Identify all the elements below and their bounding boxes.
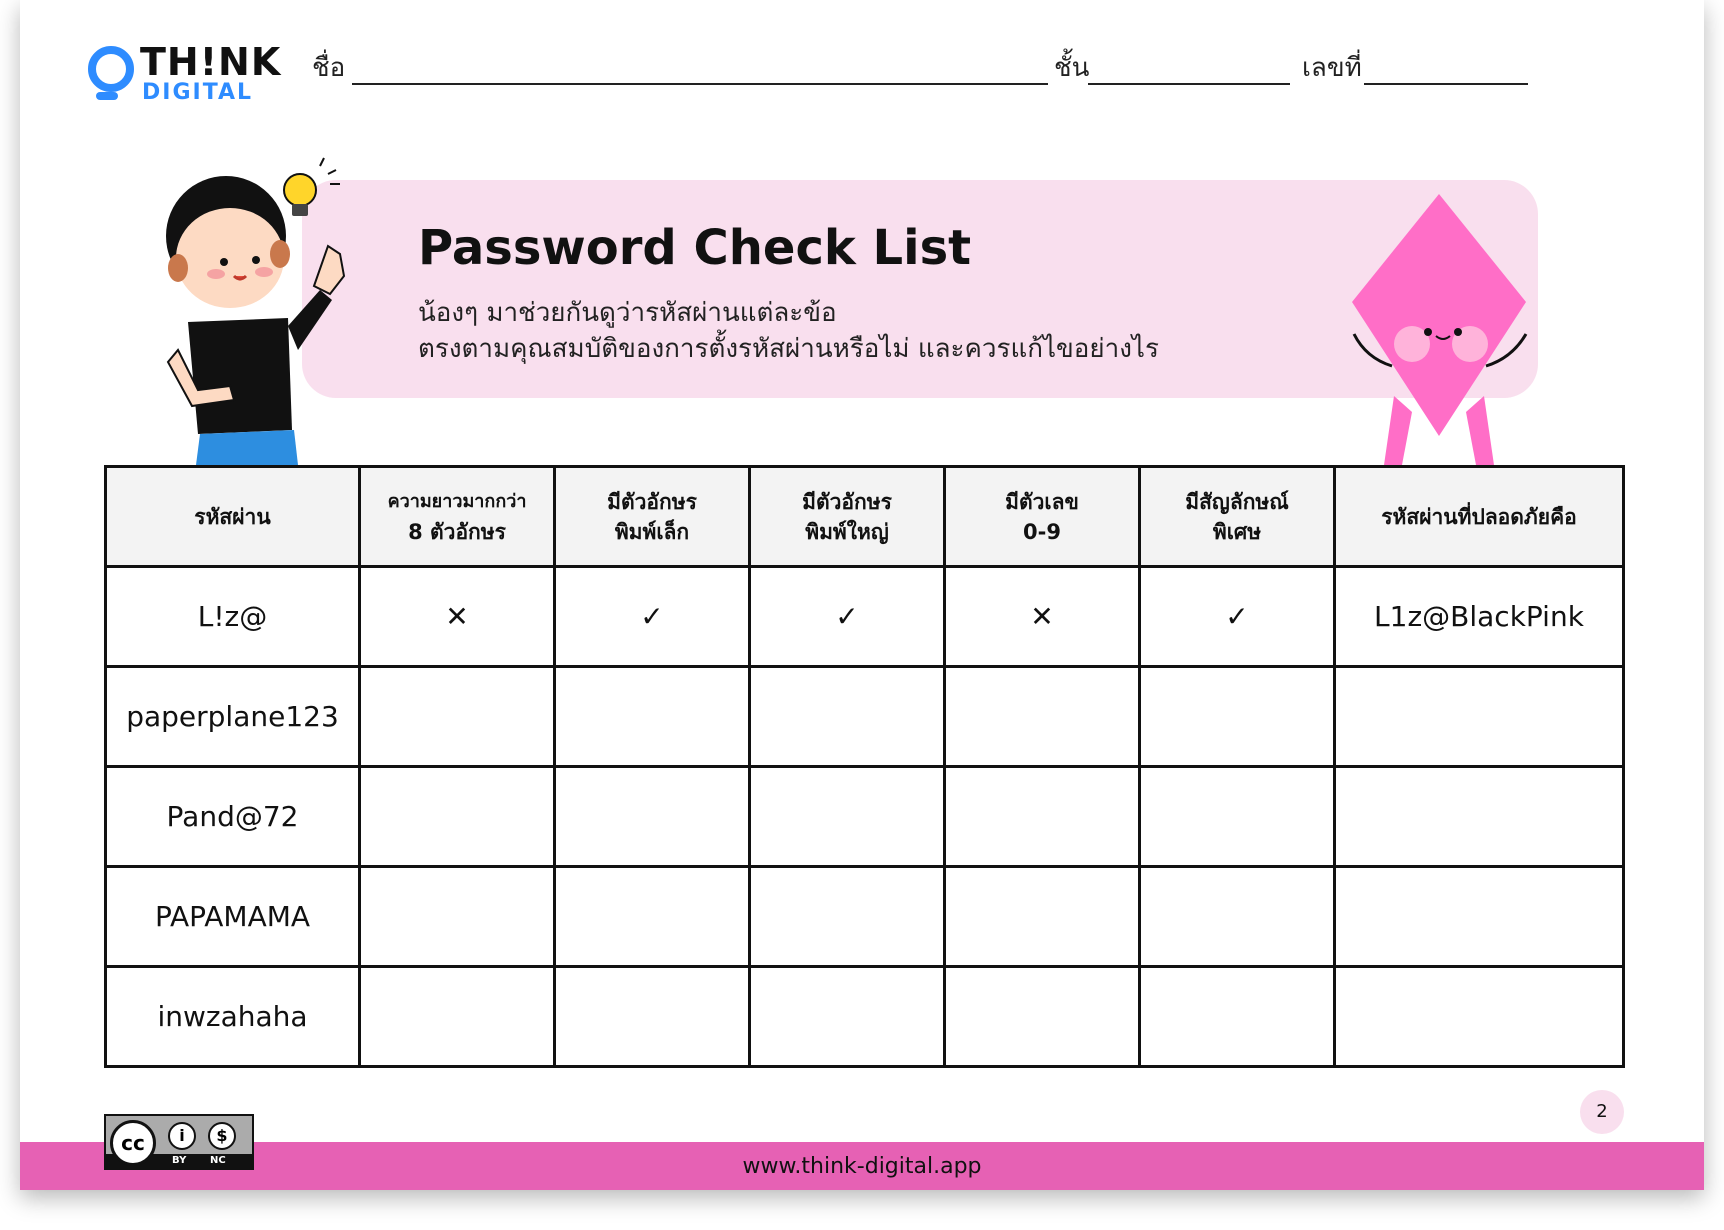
number-line[interactable] (1364, 83, 1528, 85)
answer-cell[interactable] (555, 867, 750, 967)
cross-icon: ✕ (360, 567, 555, 667)
answer-cell[interactable] (360, 667, 555, 767)
table-row (106, 967, 1624, 1067)
header-length: ความยาวมากกว่า 8 ตัวอักษร (360, 467, 555, 567)
page-number: 2 (1580, 1090, 1624, 1134)
lightbulb-logo-icon (88, 46, 134, 92)
answer-cell[interactable] (945, 967, 1140, 1067)
answer-cell[interactable] (360, 767, 555, 867)
non-commercial-icon: $ (208, 1122, 236, 1150)
password-checklist-table (104, 465, 1625, 1068)
cross-icon: ✕ (945, 567, 1140, 667)
name-label: ชื่อ (312, 53, 346, 83)
cc-by-label: BY (172, 1155, 187, 1166)
banner-instruction-line-2: ตรงตามคุณสมบัติของการตั้งรหัสผ่านหรือไม่ และควรแก้ไขอย่างไร (418, 334, 1159, 364)
cc-logo-icon: cc (110, 1120, 156, 1166)
class-label: ชั้น (1054, 53, 1090, 83)
answer-cell[interactable] (555, 767, 750, 867)
attribution-icon: i (168, 1122, 196, 1150)
header-digits: มีตัวเลข 0-9 (945, 467, 1140, 567)
answer-cell[interactable] (555, 967, 750, 1067)
password-cell: paperplane123 (106, 667, 360, 767)
number-label: เลขที่ (1302, 53, 1362, 83)
password-cell: Pand@72 (106, 767, 360, 867)
pink-mascot-illustration (1336, 190, 1542, 465)
lightbulb-icon (284, 158, 340, 216)
password-cell: PAPAMAMA (106, 867, 360, 967)
logo-text-digital: DIGITAL (142, 80, 254, 105)
boy-character-illustration (138, 150, 368, 465)
safe-password-cell[interactable] (1335, 667, 1624, 767)
table-row (106, 667, 1624, 767)
think-digital-logo (84, 40, 284, 110)
answer-cell[interactable] (945, 667, 1140, 767)
header-safe-password: รหัสผ่านที่ปลอดภัยคือ (1335, 467, 1624, 567)
table-row (106, 767, 1624, 867)
banner-instruction-line-1: น้องๆ มาช่วยกันดูว่ารหัสผ่านแต่ละข้อ (418, 298, 837, 328)
answer-cell[interactable] (750, 867, 945, 967)
worksheet-page (20, 0, 1704, 1190)
answer-cell[interactable] (750, 767, 945, 867)
answer-cell[interactable] (555, 667, 750, 767)
header-password: รหัสผ่าน (106, 467, 360, 567)
check-icon: ✓ (555, 567, 750, 667)
answer-cell[interactable] (360, 867, 555, 967)
safe-password-cell: L1z@BlackPink (1335, 567, 1624, 667)
creative-commons-badge (104, 1114, 254, 1170)
banner-title: Password Check List (418, 220, 972, 276)
lightbulb-base-icon (96, 92, 118, 100)
answer-cell[interactable] (750, 967, 945, 1067)
table-header-row (106, 467, 1624, 567)
answer-cell[interactable] (1140, 767, 1335, 867)
answer-cell[interactable] (750, 667, 945, 767)
safe-password-cell[interactable] (1335, 967, 1624, 1067)
table-row (106, 567, 1624, 667)
logo-text-think: TH!NK (140, 40, 282, 84)
answer-cell[interactable] (945, 867, 1140, 967)
safe-password-cell[interactable] (1335, 867, 1624, 967)
safe-password-cell[interactable] (1335, 767, 1624, 867)
answer-cell[interactable] (360, 967, 555, 1067)
answer-cell[interactable] (945, 767, 1140, 867)
header-special: มีสัญลักษณ์ พิเศษ (1140, 467, 1335, 567)
answer-cell[interactable] (1140, 867, 1335, 967)
answer-cell[interactable] (1140, 967, 1335, 1067)
header-uppercase: มีตัวอักษร พิมพ์ใหญ่ (750, 467, 945, 567)
class-line[interactable] (1088, 83, 1290, 85)
check-icon: ✓ (750, 567, 945, 667)
name-line[interactable] (352, 83, 1048, 85)
footer-url[interactable]: www.think-digital.app (742, 1154, 982, 1179)
check-icon: ✓ (1140, 567, 1335, 667)
header-lowercase: มีตัวอักษร พิมพ์เล็ก (555, 467, 750, 567)
password-cell: L!z@ (106, 567, 360, 667)
cc-nc-label: NC (210, 1155, 226, 1166)
answer-cell[interactable] (1140, 667, 1335, 767)
password-cell: inwzahaha (106, 967, 360, 1067)
table-row (106, 867, 1624, 967)
